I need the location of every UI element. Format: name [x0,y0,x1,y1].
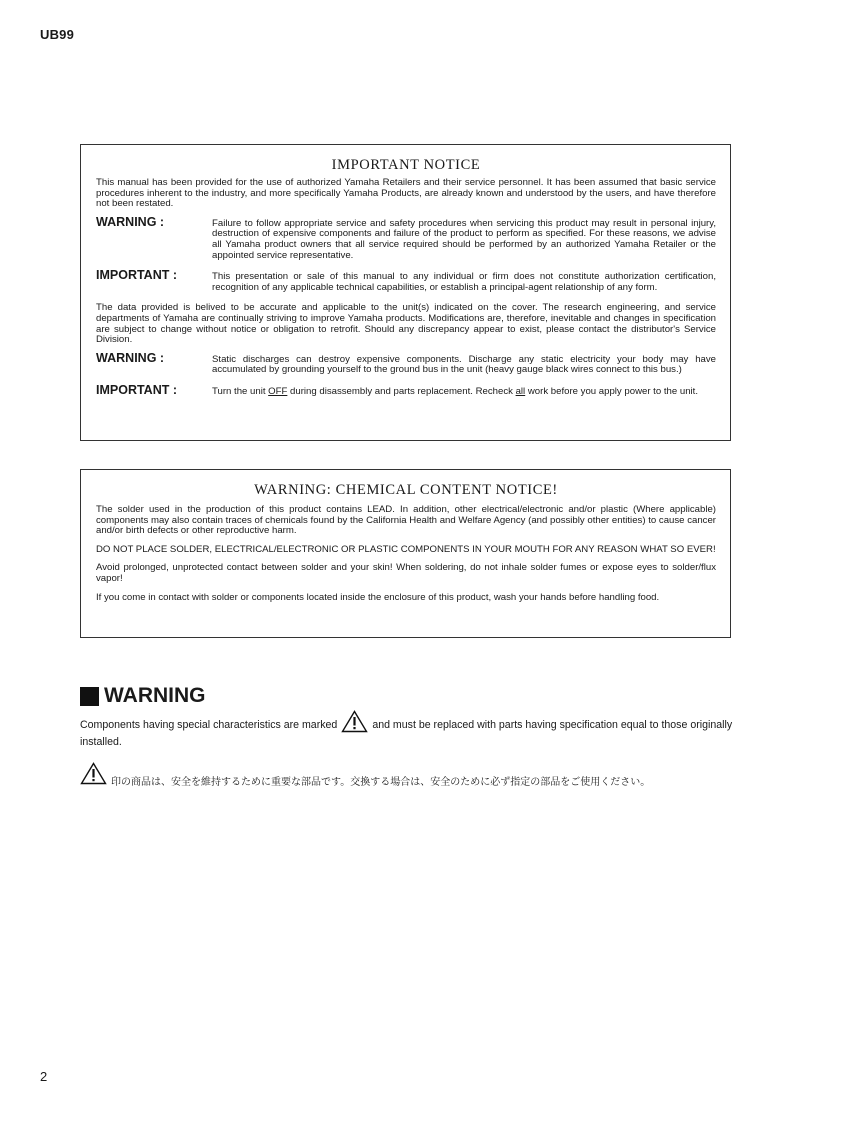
important-row-2 [96,384,716,398]
page-number: 2 [40,1069,48,1084]
off-underlined: OFF [268,385,288,397]
chemical-paragraph: The solder used in the production of this product contains LEAD. In addition, other electrical/electronic and/or plastic (Where applicable) components may also contain traces of chemicals found by the California Health and Welfare Agency (and possibly other entities) to cause cancer and/or birth defects or other reproductive harm. [96,504,716,537]
warning-triangle-icon [341,710,368,736]
important-label: IMPORTANT : [96,382,178,397]
chemical-paragraph: DO NOT PLACE SOLDER, ELECTRICAL/ELECTRONIC OR PLASTIC COMPONENTS IN YOUR MOUTH FOR ANY REASON WHAT SO EVER! [96,543,716,555]
chemical-notice-box [80,469,731,638]
model-name: UB99 [40,27,75,42]
japanese-warning [80,762,650,788]
all-underlined: all [515,385,526,397]
warning-label: WARNING : [96,350,165,365]
warning-description [80,710,736,748]
important-label: IMPORTANT : [96,268,178,283]
warning-text-before: Components having special characteristics are marked [80,719,338,731]
important-text: This presentation or sale of this manual to any individual or firm does not constitute authorization certification, recognition of any applicable technical capabilities, or establish a principal-agent relationship of any form. [212,271,716,293]
important-notice-box [80,144,731,441]
black-square-icon [80,687,99,706]
warning-row-1 [96,216,716,261]
notice-body: The data provided is belived to be accurate and applicable to the unit(s) indicated on the cover. The research engineering, and service departments of Yamaha are continually striving to improve Yamaha products. Modifications are, therefore, inevitable and changes in specification are subject to change without notice or obligation to retrofit. Should any discrepancy appear to exist, please contact the distributor's Service Division. [96,302,716,346]
warning-text: Failure to follow appropriate service and safety procedures when servicing this product may result in personal injury, destruction of expensive components and failure of the product to perform as specified. For these reasons, we advise all Yamaha product owners that all service required should be performed by an authorized Yamaha Retailer or the appointed service representative. [212,217,716,261]
important-text [212,384,716,398]
notice-intro: This manual has been provided for the use of authorized Yamaha Retailers and their service personnel. It has been assumed that basic service procedures inherent to the industry, and more specifically Yamaha Products, are already known and understood by the users, and have therefore not been restated. [96,177,716,210]
important-text-part: Turn the unit [212,385,269,397]
warning-title: WARNING [104,684,206,707]
warning-heading [80,684,206,708]
important-row-1 [96,269,716,293]
warning-label: WARNING : [96,214,165,229]
warning-row-2 [96,352,716,376]
japanese-warning-text: 印の商品は、安全を維持するために重要な部品です。交換する場合は、安全のために必ず指定の部品をご使用ください。 [111,777,651,788]
chemical-notice-title: WARNING: CHEMICAL CONTENT NOTICE! [254,482,558,498]
chemical-paragraph: If you come in contact with solder or components located inside the enclosure of this product, wash your hands before handling food. [96,591,660,603]
chemical-paragraph: Avoid prolonged, unprotected contact between solder and your skin! When soldering, do not inhale solder fumes or expose eyes to solder/flux vapor! [96,562,716,584]
important-text-part: work before you apply power to the unit. [525,385,698,397]
important-text-part: during disassembly and parts replacement. Recheck [287,385,516,397]
warning-triangle-icon [80,762,107,788]
warning-text-after: and must be replaced with parts having specification equal to those originally installed. [80,719,733,748]
important-notice-title: IMPORTANT NOTICE [331,157,481,173]
warning-text: Static discharges can destroy expensive components. Discharge any static electricity your body may have accumulated by grounding yourself to the ground bus in the unit (heavy gauge black wires connect to this bus.) [212,353,716,376]
